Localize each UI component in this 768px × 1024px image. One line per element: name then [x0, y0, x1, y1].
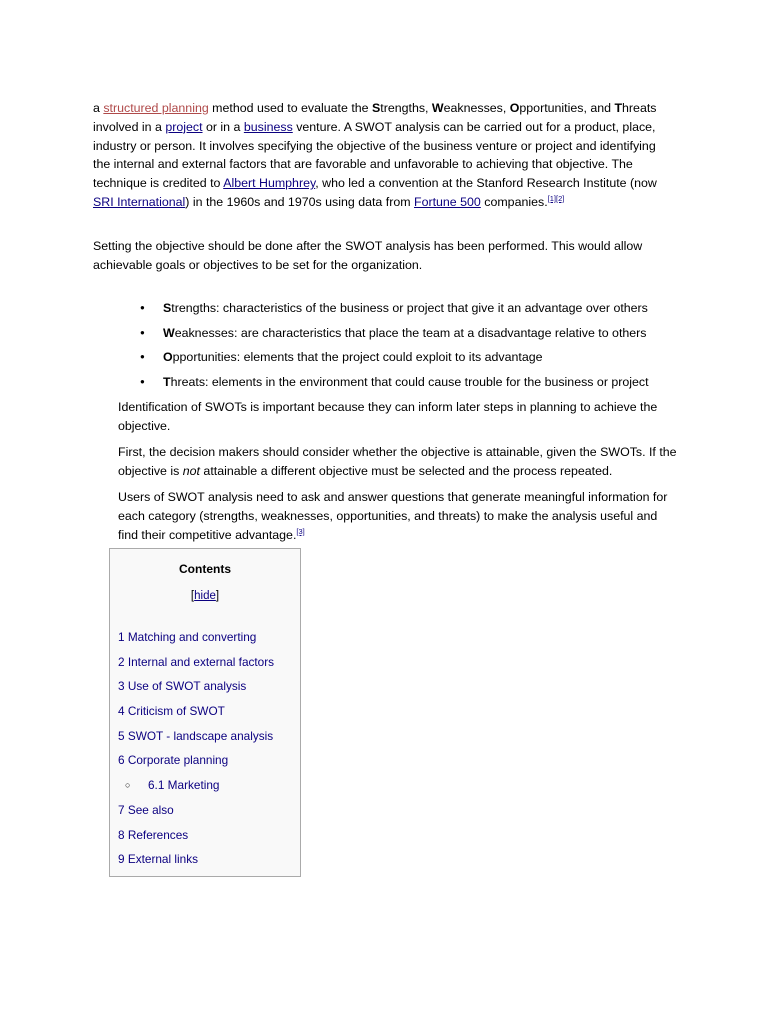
bracket: ]: [215, 590, 220, 602]
identification-paragraph: Identification of SWOTs is important because they can inform later steps in planning to achieve the objective.: [118, 400, 658, 433]
bold-letter: S: [372, 101, 381, 115]
text: trengths,: [380, 101, 432, 115]
toc-title: Contents: [179, 562, 231, 576]
toc-subitem[interactable]: ○ 6.1 Marketing: [118, 778, 274, 803]
text: , who led a convention at the Stanford Research Institute (now: [315, 176, 657, 191]
toc-list: [118, 630, 274, 877]
toc-item[interactable]: 6 Corporate planning: [118, 753, 229, 768]
reference-link[interactable]: [1][2]: [547, 193, 565, 203]
intro-paragraph: [93, 99, 673, 212]
bold-letter: W: [163, 325, 175, 340]
list-item-threats: [140, 373, 649, 398]
bold-letter: S: [163, 301, 172, 315]
objective-paragraph: Setting the objective should be done after the SWOT analysis has been performed. This would allow achievable goals or objectives to be set for the organization.: [93, 239, 643, 272]
decision-paragraph: [118, 443, 678, 481]
link-albert-humphrey[interactable]: Albert Humphrey: [223, 176, 316, 191]
text: a: [93, 101, 104, 115]
users-paragraph: [118, 488, 678, 544]
list-item-text: trengths: characteristics of the business or project that give it an advantage over others: [171, 301, 648, 315]
toc-item[interactable]: 7 See also: [118, 802, 174, 817]
link-structured-planning[interactable]: structured planning: [103, 101, 209, 115]
list-item-weaknesses: [140, 324, 649, 349]
toc-item[interactable]: 2 Internal and external factors: [118, 654, 275, 669]
bracket: [: [190, 590, 195, 602]
table-of-contents: [109, 548, 301, 877]
text: venture. A SWOT analysis can be carried out for a product, place, industry or person. It involves specifying the objective of the business venture or project and identifying the internal and external factors that are favorable and unfavorable to achieving that objective. The technique is credited to: [93, 119, 656, 191]
toc-toggle: [110, 590, 300, 602]
link-fortune-500[interactable]: Fortune 500: [414, 194, 481, 209]
bold-letter: T: [614, 101, 623, 115]
link-project[interactable]: project: [165, 119, 203, 134]
emphasis: not: [182, 463, 200, 478]
toc-item[interactable]: 8 References: [118, 827, 189, 842]
text: pportunities, and: [519, 101, 615, 115]
toc-hide-link[interactable]: hide: [194, 590, 216, 602]
bold-letter: O: [163, 350, 173, 365]
list-item-text: pportunities: elements that the project could exploit to its advantage: [172, 350, 543, 365]
text: eaknesses,: [443, 101, 510, 115]
toc-item[interactable]: 1 Matching and converting: [118, 630, 257, 644]
reference-marker[interactable]: [296, 527, 304, 536]
list-item-strengths: [140, 299, 649, 324]
link-sri-international[interactable]: SRI International: [93, 194, 186, 209]
reference-link[interactable]: [3]: [296, 526, 305, 536]
bold-letter: T: [163, 374, 171, 389]
text: ) in the 1960s and 1970s using data from: [185, 194, 414, 209]
text: companies.: [480, 194, 548, 209]
link-business[interactable]: business: [243, 119, 293, 134]
text: Users of SWOT analysis need to ask and answer questions that generate meaningful information for each category (strengths, weaknesses, opportunities, and threats) to make the analysis useful and find their competitive advantage.: [118, 490, 668, 542]
text: attainable a different objective must be selected and the process repeated.: [199, 463, 613, 478]
toc-item[interactable]: 5 SWOT - landscape analysis: [118, 728, 274, 743]
toc-item[interactable]: 3 Use of SWOT analysis: [118, 679, 247, 694]
reference-marker[interactable]: [548, 194, 565, 203]
bold-letter: O: [509, 101, 520, 115]
list-item-text: eaknesses: are characteristics that place the team at a disadvantage relative to others: [174, 325, 647, 340]
text: hreats involved in a: [93, 101, 657, 134]
list-item-text: hreats: elements in the environment that could cause trouble for the business or project: [170, 374, 649, 389]
bold-letter: W: [431, 101, 444, 115]
text: method used to evaluate the: [208, 101, 372, 115]
toc-item[interactable]: 9 External links: [118, 852, 198, 867]
text: First, the decision makers should consider whether the objective is attainable, given the SWOTs. If the objective is: [118, 445, 677, 478]
text: or in a: [202, 119, 244, 134]
list-item-opportunities: [140, 348, 649, 373]
toc-item[interactable]: 4 Criticism of SWOT: [118, 704, 225, 719]
swot-list: [140, 299, 649, 397]
